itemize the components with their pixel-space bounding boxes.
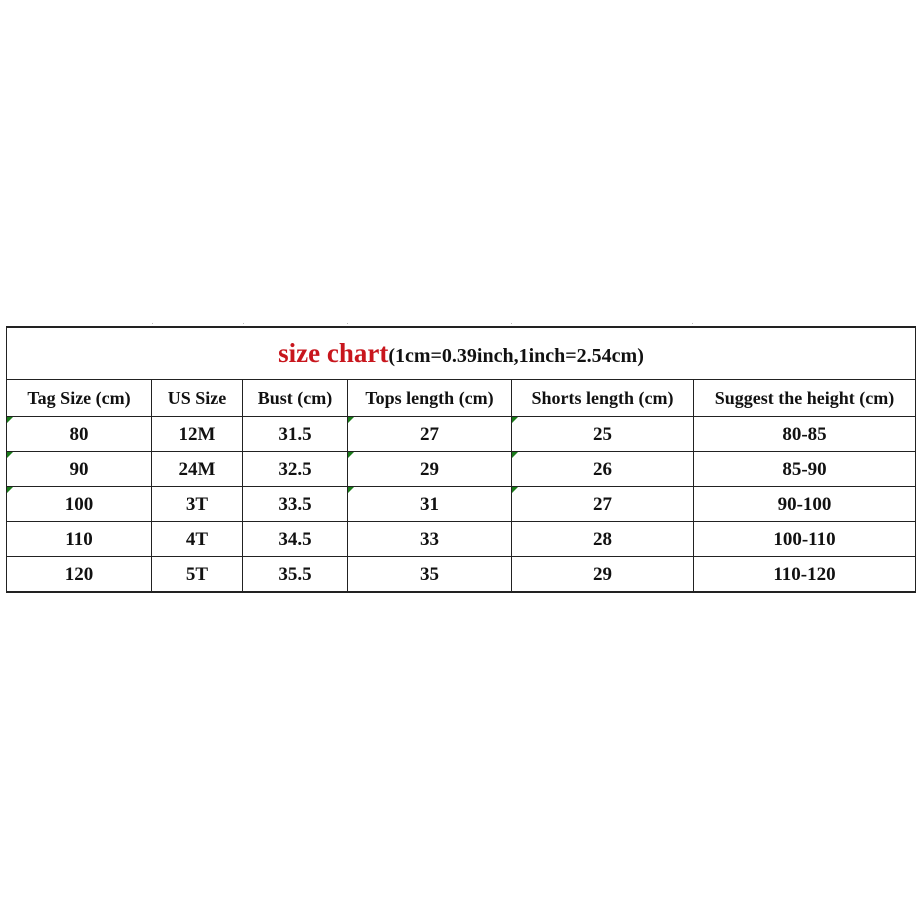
header-shorts-length: Shorts length (cm) (512, 380, 694, 417)
cell-us-size (152, 417, 243, 452)
cell-suggest-height (694, 452, 916, 487)
cell-value: 5T (185, 563, 209, 585)
corner-mark (348, 487, 354, 493)
cell-value: 110 (65, 528, 93, 550)
title-row (7, 327, 916, 380)
chart-title (7, 327, 916, 380)
cell-value: 85-90 (782, 458, 827, 480)
gridline-tick (243, 323, 244, 324)
header-tag-size: Tag Size (cm) (7, 380, 152, 417)
cell-shorts-length (512, 452, 694, 487)
cell-value: 29 (420, 458, 439, 480)
cell-value: 31.5 (278, 423, 312, 445)
cell-value: 100-110 (773, 528, 836, 550)
cell-value: 29 (593, 563, 612, 585)
cell-suggest-height (694, 487, 916, 522)
cell-suggest-height (694, 417, 916, 452)
cell-tops-length (348, 522, 512, 557)
cell-shorts-length (512, 487, 694, 522)
table-row (7, 417, 916, 452)
cell-suggest-height (694, 522, 916, 557)
cell-value: 25 (593, 423, 612, 445)
cell-bust (243, 417, 348, 452)
cell-value: 3T (185, 493, 209, 515)
cell-value: 90-100 (777, 493, 832, 515)
cell-value: 4T (185, 528, 209, 550)
cell-us-size (152, 557, 243, 593)
cell-value: 33 (420, 528, 439, 550)
cell-value: 100 (64, 493, 94, 515)
corner-mark (512, 417, 518, 423)
corner-mark (348, 452, 354, 458)
cell-value: 120 (64, 563, 94, 585)
cell-value: 12M (178, 423, 216, 445)
cell-shorts-length (512, 522, 694, 557)
cell-value: 80-85 (782, 423, 827, 445)
chart-title-conversion: (1cm=0.39inch,1inch=2.54cm) (388, 345, 644, 367)
cell-tag-size (7, 557, 152, 593)
cell-shorts-length (512, 417, 694, 452)
cell-bust (243, 452, 348, 487)
header-us-size: US Size (152, 380, 243, 417)
cell-value: 80 (69, 423, 89, 445)
cell-value: 31 (420, 493, 439, 515)
header-bust: Bust (cm) (243, 380, 348, 417)
cell-value: 27 (420, 423, 439, 445)
cell-suggest-height (694, 557, 916, 593)
cell-bust (243, 557, 348, 593)
cell-tag-size (7, 417, 152, 452)
cell-bust (243, 487, 348, 522)
table-row (7, 522, 916, 557)
cell-us-size (152, 452, 243, 487)
cell-tops-length (348, 557, 512, 593)
cell-value: 35.5 (278, 563, 312, 585)
header-suggest-height: Suggest the height (cm) (694, 380, 916, 417)
cell-value: 28 (593, 528, 612, 550)
cell-us-size (152, 522, 243, 557)
chart-title-main: size chart (278, 338, 389, 368)
cell-value: 110-120 (773, 563, 836, 585)
size-chart-table (6, 326, 916, 593)
cell-tag-size (7, 452, 152, 487)
gridline-tick (692, 323, 693, 324)
table-row (7, 557, 916, 593)
cell-shorts-length (512, 557, 694, 593)
header-row (7, 380, 916, 417)
cell-value: 27 (593, 493, 612, 515)
gridline-tick (511, 323, 512, 324)
cell-tops-length (348, 417, 512, 452)
gridline-tick (347, 323, 348, 324)
cell-value: 24M (178, 458, 216, 480)
gridline-tick (152, 323, 153, 324)
table-row (7, 487, 916, 522)
corner-mark (7, 487, 13, 493)
cell-us-size (152, 487, 243, 522)
cell-value: 90 (69, 458, 89, 480)
corner-mark (512, 452, 518, 458)
corner-mark (348, 417, 354, 423)
cell-value: 34.5 (278, 528, 312, 550)
cell-value: 26 (593, 458, 612, 480)
cell-bust (243, 522, 348, 557)
cell-value: 32.5 (278, 458, 312, 480)
cell-tops-length (348, 452, 512, 487)
table-row (7, 452, 916, 487)
cell-tag-size (7, 487, 152, 522)
cell-value: 33.5 (278, 493, 312, 515)
cell-tag-size (7, 522, 152, 557)
corner-mark (7, 417, 13, 423)
cell-tops-length (348, 487, 512, 522)
corner-mark (7, 452, 13, 458)
header-tops-length: Tops length (cm) (348, 380, 512, 417)
corner-mark (512, 487, 518, 493)
cell-value: 35 (420, 563, 439, 585)
